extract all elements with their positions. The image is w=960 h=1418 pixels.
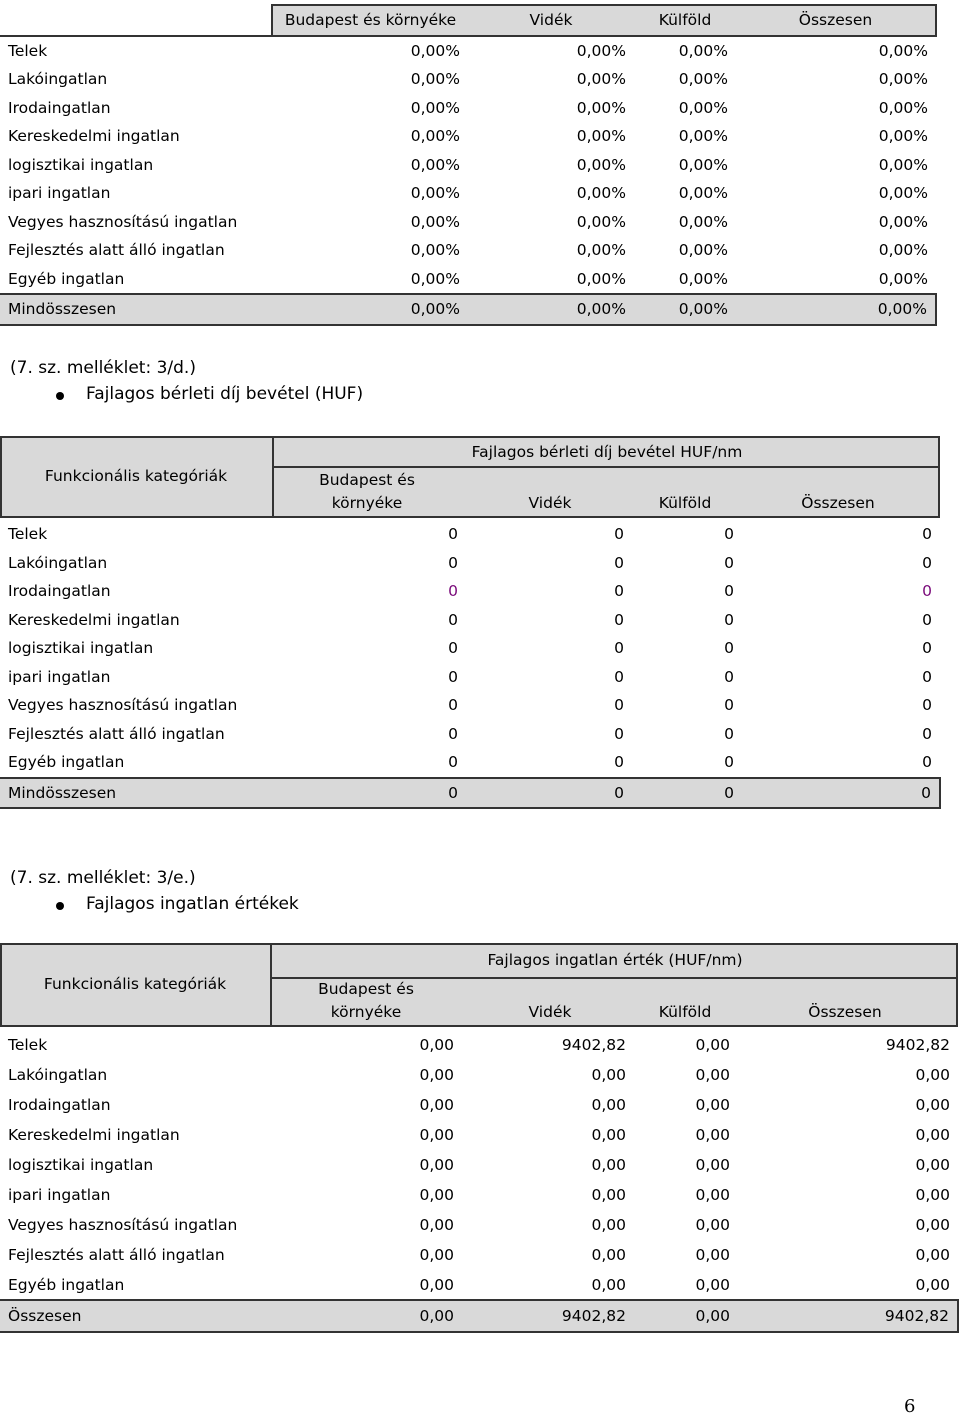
table-body <box>0 1030 959 1333</box>
section-title: Fajlagos bérleti díj bevétel (HUF) <box>86 384 364 404</box>
table-row: Kereskedelmi ingatlan 0,00% 0,00% 0,00% 0,00% <box>8 127 928 146</box>
section-title: Fajlagos ingatlan értékek <box>86 894 299 914</box>
table-row: ipari ingatlan 0,00 0,00 0,00 0,00 <box>8 1186 950 1204</box>
table-total-row: Mindösszesen 0,00% 0,00% 0,00% 0,00% <box>0 294 936 325</box>
col-header: Budapest és <box>319 471 415 489</box>
table-row: Fejlesztés alatt álló ingatlan 0,00 0,00 0,00 0,00 <box>8 1246 950 1264</box>
page-number: 6 <box>904 1396 916 1417</box>
table-row: Kereskedelmi ingatlan 0 0 0 0 <box>8 610 932 629</box>
col-header: Összesen <box>801 494 875 512</box>
table-row: Vegyes hasznosítású ingatlan 0 0 0 0 <box>8 696 932 715</box>
col-header: Külföld <box>634 5 736 36</box>
table-row: Kereskedelmi ingatlan 0,00 0,00 0,00 0,00 <box>8 1126 950 1144</box>
table-row: Irodaingatlan 0,00 0,00 0,00 0,00 <box>8 1096 950 1114</box>
table-body <box>0 520 941 809</box>
col-header: Budapest és <box>318 980 414 998</box>
table-total-row: Összesen 0,00 9402,82 0,00 9402,82 <box>0 1300 958 1332</box>
table-row: logisztikai ingatlan 0,00% 0,00% 0,00% 0,00% <box>8 155 928 174</box>
table-row: Irodaingatlan 0,00% 0,00% 0,00% 0,00% <box>8 98 928 117</box>
table-row: logisztikai ingatlan 0 0 0 0 <box>8 639 932 658</box>
annex-reference: (7. sz. melléklet: 3/d.) <box>10 358 196 378</box>
table-row: Telek 0 0 0 0 <box>8 525 932 544</box>
col-header: környéke <box>330 1003 402 1021</box>
category-header: Funkcionális kategóriák <box>44 467 228 485</box>
col-header: Összesen <box>808 1003 882 1021</box>
table-row: Lakóingatlan 0,00 0,00 0,00 0,00 <box>8 1066 950 1084</box>
group-header: Fajlagos bérleti díj bevétel HUF/nm <box>471 443 743 461</box>
table-row: Vegyes hasznosítású ingatlan 0,00 0,00 0,00 0,00 <box>8 1216 950 1234</box>
col-header: Összesen <box>736 5 936 36</box>
table-header-row <box>0 5 936 36</box>
group-header: Fajlagos ingatlan érték (HUF/nm) <box>487 951 743 969</box>
table-row: Fejlesztés alatt álló ingatlan 0,00% 0,00% 0,00% 0,00% <box>8 241 928 260</box>
bullet-icon <box>56 902 64 910</box>
col-header: Budapest és környéke <box>272 5 468 36</box>
col-header: Vidék <box>528 494 572 512</box>
bullet-icon <box>56 392 64 400</box>
table-percentages <box>0 4 937 326</box>
table-row: ipari ingatlan 0 0 0 0 <box>8 667 932 686</box>
table-total-row: Mindösszesen 0 0 0 0 <box>0 778 940 809</box>
table-row: Lakóingatlan 0,00% 0,00% 0,00% 0,00% <box>8 70 928 89</box>
col-header: Vidék <box>468 5 634 36</box>
table-row: logisztikai ingatlan 0,00 0,00 0,00 0,00 <box>8 1156 950 1174</box>
table-row: Telek 0,00% 0,00% 0,00% 0,00% <box>8 41 928 60</box>
col-header: Külföld <box>658 494 712 512</box>
table-row: Telek 0,00 9402,82 0,00 9402,82 <box>8 1036 950 1054</box>
table-row: ipari ingatlan 0,00% 0,00% 0,00% 0,00% <box>8 184 928 203</box>
table-row: Egyéb ingatlan 0 0 0 0 <box>8 753 932 772</box>
col-header: környéke <box>331 494 403 512</box>
table-row: Egyéb ingatlan 0,00 0,00 0,00 0,00 <box>8 1275 950 1294</box>
table-row: Vegyes hasznosítású ingatlan 0,00% 0,00% 0,00% 0,00% <box>8 212 928 231</box>
col-header: Külföld <box>658 1003 712 1021</box>
category-header: Funkcionális kategóriák <box>43 975 227 993</box>
table-row: Egyéb ingatlan 0,00% 0,00% 0,00% 0,00% <box>8 269 928 288</box>
annex-reference: (7. sz. melléklet: 3/e.) <box>10 868 196 888</box>
table-row: Fejlesztés alatt álló ingatlan 0 0 0 0 <box>8 724 932 743</box>
col-header: Vidék <box>528 1003 572 1021</box>
table-row: Lakóingatlan 0 0 0 0 <box>8 553 932 572</box>
table-row: Irodaingatlan 0 0 0 0 <box>8 582 932 601</box>
